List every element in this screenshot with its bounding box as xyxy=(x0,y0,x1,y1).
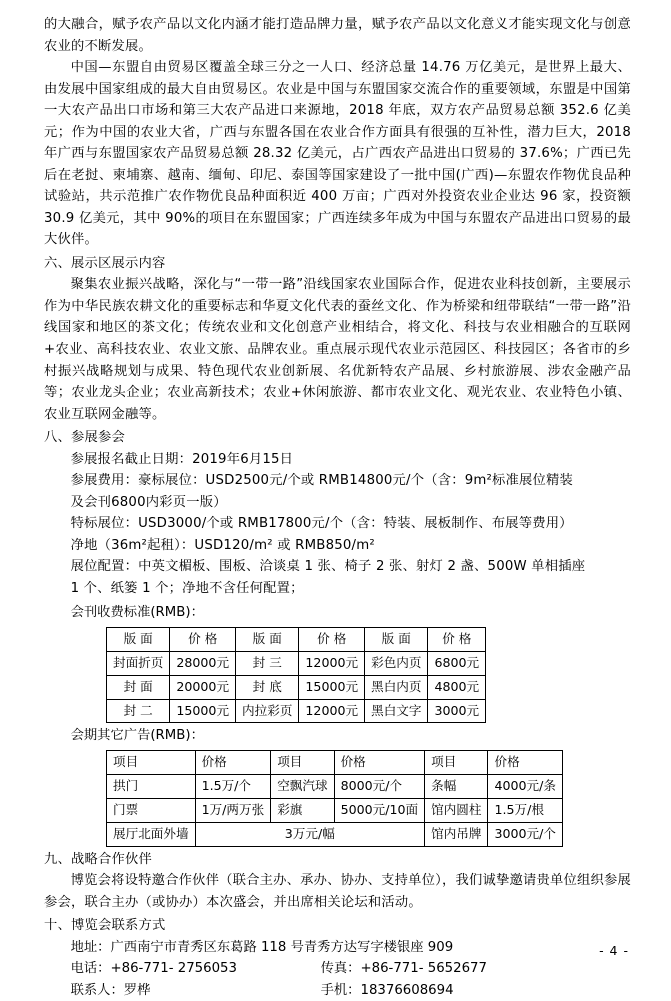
table2-r0-c1: 1.5万/个 xyxy=(195,774,271,798)
section-heading-eight: 八、参展参会 xyxy=(44,430,125,446)
event-advertising-table xyxy=(106,750,563,847)
exhibit-deadline: 参展报名截止日期：2019年6月15日 xyxy=(70,451,294,467)
paragraph-continuation: 的大融合，赋予农产品以文化内涵才能打造品牌力量，赋予农产品以文化意义才能实现文化与创意农业的不断发展。 xyxy=(44,17,631,54)
table2-r1-c2: 彩旗 xyxy=(271,798,334,822)
contact-address: 地址：广西南宁市青秀区东葛路 118 号青秀方达写字楼银座 909 xyxy=(70,939,454,955)
table1-r0-c5: 6800元 xyxy=(428,651,486,675)
table-row xyxy=(107,675,486,699)
table1-header-3: 价 格 xyxy=(299,627,365,651)
exhibit-booth-config-line1: 展位配置：中英文楣板、围板、洽谈桌 1 张、椅子 2 张、射灯 2 盏、500W 单相插座 xyxy=(70,559,586,575)
table1-header-1: 价 格 xyxy=(170,627,236,651)
exhibit-raw-space: 净地（36m²起租）：USD120/m² 或 RMB850/m² xyxy=(70,537,375,553)
contact-row xyxy=(71,958,631,980)
table1-r1-c0: 封 面 xyxy=(107,675,170,699)
table2-header-2: 项目 xyxy=(271,750,334,774)
table2-r1-c3: 5000元/10面 xyxy=(334,798,425,822)
table2-r1-c0: 门票 xyxy=(107,798,196,822)
section-six-body: 聚集农业振兴战略，深化与“一带一路”沿线国家农业国际合作，促进农业科技创新，主要展示作为中华民族农耕文化的重要标志和华夏文化代表的蚕丝文化、作为桥梁和纽带联结“一带一路”沿线国家和地区的茶文化；传统农业和文化创意产业相结合，将文化、科技与农业相融合的互联网+农业、高科技农业、农业文旅、品牌农业。重点展示现代农业示范园区、科技园区；各省市的乡村振兴战略规划与成果、特色现代农业创新展、名优新特农产品展、乡村旅游展、涉农金融产品等；农业龙头企业；农业高新技术；农业+休闲旅游、都市农业文化、观光农业、农业特色小镇、农业互联网金融等。 xyxy=(44,277,631,422)
table2-header-5: 价格 xyxy=(488,750,562,774)
table1-r1-c5: 4800元 xyxy=(428,675,486,699)
contact-person: 联系人：罗桦 xyxy=(70,982,151,998)
table-row xyxy=(107,651,486,675)
table2-r2-c0: 展厅北面外墙 xyxy=(107,822,196,846)
table2-r0-c4: 条幅 xyxy=(425,774,488,798)
table1-r1-c4: 黑白内页 xyxy=(365,675,428,699)
table1-header-2: 版 面 xyxy=(236,627,299,651)
table1-r2-c1: 15000元 xyxy=(170,699,236,723)
table1-r2-c5: 3000元 xyxy=(428,699,486,723)
exhibit-details xyxy=(44,449,631,600)
table2-r0-c5: 4000元/条 xyxy=(488,774,562,798)
section-nine-body: 博览会将设特邀合作伙伴（联合主办、承办、协办、支持单位），我们诚挚邀请贵单位组织参展参会，联合主办（或协办）本次盛会，并出席相关论坛和活动。 xyxy=(44,873,631,910)
table1-header-5: 价 格 xyxy=(428,627,486,651)
table1-r0-c0: 封面折页 xyxy=(107,651,170,675)
table2-header-0: 项目 xyxy=(107,750,196,774)
section-heading-six: 六、展示区展示内容 xyxy=(44,255,166,271)
table1-r2-c0: 封 二 xyxy=(107,699,170,723)
table2-header-1: 价格 xyxy=(195,750,271,774)
table1-r0-c4: 彩色内页 xyxy=(365,651,428,675)
table2-r1-c4: 馆内圆柱 xyxy=(425,798,488,822)
table1-r0-c1: 28000元 xyxy=(170,651,236,675)
table1-caption: 会刊收费标准(RMB)： xyxy=(70,605,204,621)
table-row xyxy=(107,822,563,846)
table2-caption: 会期其它广告(RMB)： xyxy=(70,728,204,744)
table1-r0-c3: 12000元 xyxy=(299,651,365,675)
table2-r1-c5: 1.5万/根 xyxy=(488,798,562,822)
table-row xyxy=(107,798,563,822)
table-row xyxy=(107,699,486,723)
exhibit-booth-config-line2: 1 个、纸篓 1 个；净地不含任何配置； xyxy=(70,580,304,596)
table1-r1-c3: 15000元 xyxy=(299,675,365,699)
table2-r2-c1: 3万元/幅 xyxy=(195,822,425,846)
contact-mobile: 手机：18376608694 xyxy=(320,982,454,998)
table1-r2-c3: 12000元 xyxy=(299,699,365,723)
table2-r0-c0: 拱门 xyxy=(107,774,196,798)
table2-r0-c3: 8000元/个 xyxy=(334,774,425,798)
table1-r1-c2: 封 底 xyxy=(236,675,299,699)
section-heading-ten: 十、博览会联系方式 xyxy=(44,918,166,934)
table1-r2-c4: 黑白文字 xyxy=(365,699,428,723)
table1-header-0: 版 面 xyxy=(107,627,170,651)
table-row xyxy=(107,774,563,798)
table-row-header xyxy=(107,627,486,651)
table2-r0-c2: 空飘汽球 xyxy=(271,774,334,798)
page-number: - 4 - xyxy=(599,943,629,958)
table1-r0-c2: 封 三 xyxy=(236,651,299,675)
table1-r1-c1: 20000元 xyxy=(170,675,236,699)
exhibit-fee-line1: 参展费用：豪标展位：USD2500元/个或 RMB14800元/个（含：9m²标准展位精装 xyxy=(70,473,574,489)
table2-r2-c4: 馆内吊牌 xyxy=(425,822,488,846)
exhibit-fee-special: 特标展位：USD3000/个或 RMB17800元/个（含：特装、展板制作、布展等费用） xyxy=(70,516,573,532)
journal-price-table xyxy=(106,627,486,724)
exhibit-fee-line2: 及会刊6800内彩页一版） xyxy=(70,494,227,510)
contact-phone: 电话：+86-771- 2756053 xyxy=(70,961,237,977)
table1-header-4: 版 面 xyxy=(365,627,428,651)
section-heading-nine: 九、战略合作伙伴 xyxy=(44,851,152,867)
table2-header-3: 价格 xyxy=(334,750,425,774)
paragraph-asean-trade: 中国—东盟自由贸易区覆盖全球三分之一人口、经济总量 14.76 万亿美元，是世界上最大、由发展中国家组成的最大自由贸易区。农业是中国与东盟国家交流合作的重要领域，东盟是中国第一大农产品出口市场和第三大农产品进口来源地，2018 年底，双方农产品贸易总额 352.6 亿美元；作为中国的农业大省，广西与东盟各国在农业合作方面具有很强的互补性，潜力巨大，2018 年广西与东盟国家农产品贸易总额 28.32 亿美元，占广西农产品进出口贸易的 37.6%；广西已先后在老挝、柬埔寨、越南、缅甸、印尼、泰国等国家建设了一批中国(广西)—东盟农作物优良品种试验站，共示范推广农作物优良品种面积近 400 万亩；广西对外投资农业企业达 96 家，投资额 30.9 亿美元，其中 90%的项目在东盟国家；广西连续多年成为中国与东盟农产品进出口贸易的最大伙伴。 xyxy=(44,60,631,248)
contact-row xyxy=(71,980,631,1001)
table2-r1-c1: 1万/两万张 xyxy=(195,798,271,822)
table1-r2-c2: 内拉彩页 xyxy=(236,699,299,723)
contact-fax: 传真：+86-771- 5652677 xyxy=(320,961,487,977)
table2-r2-c5: 3000元/个 xyxy=(488,822,562,846)
contact-details xyxy=(44,937,631,1001)
table-row-header xyxy=(107,750,563,774)
table2-header-4: 项目 xyxy=(425,750,488,774)
